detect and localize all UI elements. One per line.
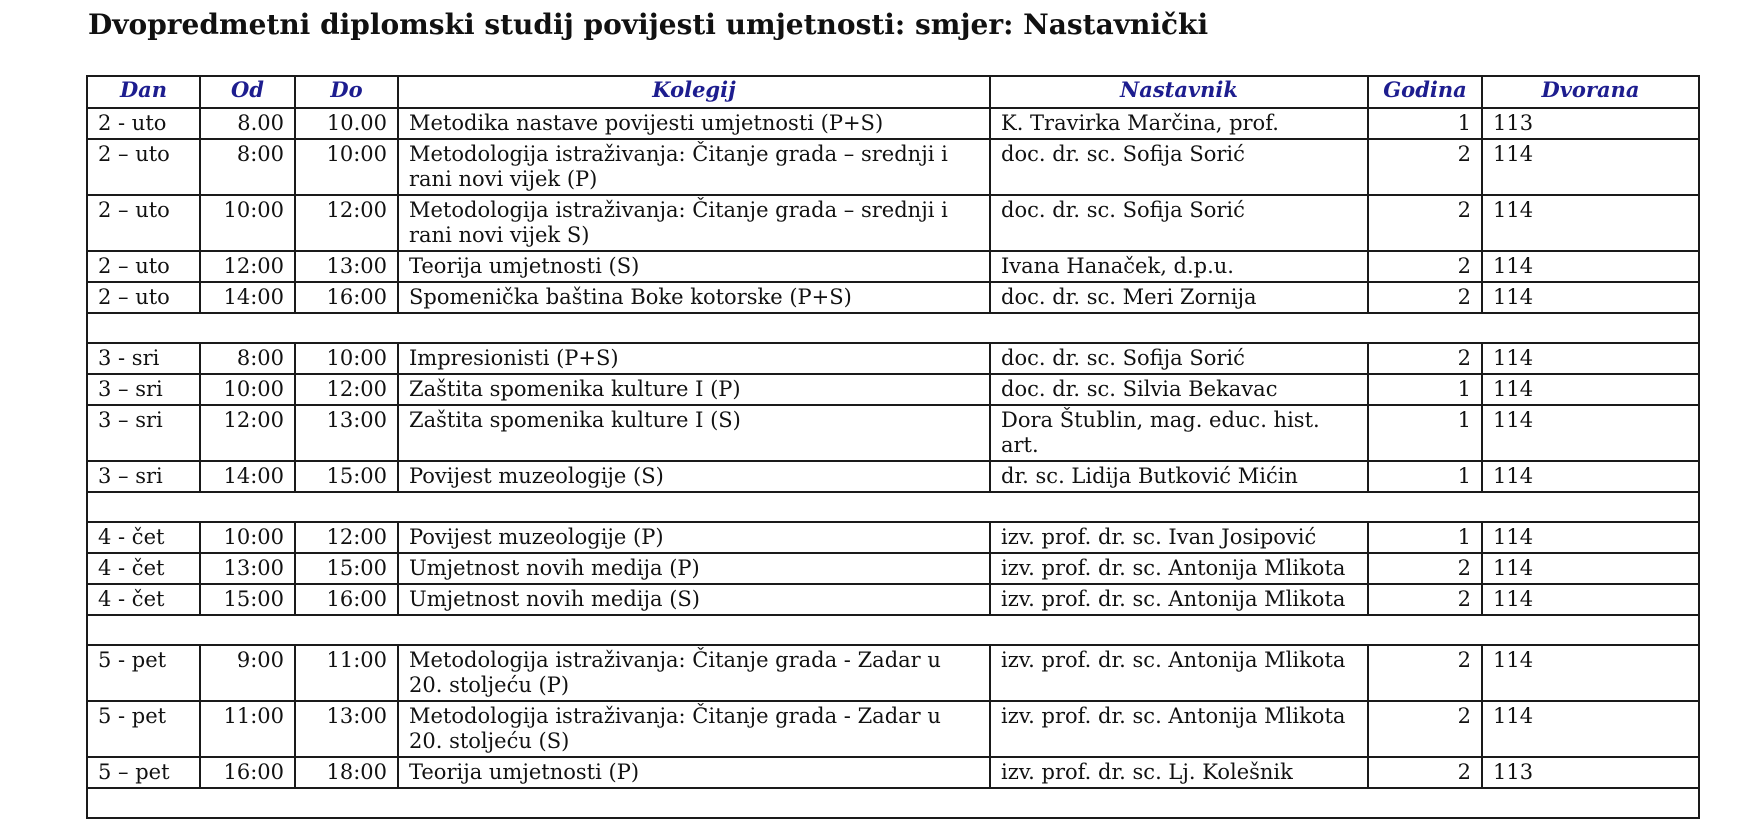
cell-course: Zaštita spomenika kulture I (S): [398, 405, 990, 461]
cell-year: 2: [1368, 701, 1482, 757]
cell-start-time: 14:00: [200, 461, 295, 492]
cell-teacher: doc. dr. sc. Sofija Sorić: [990, 195, 1368, 251]
table-row: [87, 108, 1699, 139]
cell-day: 5 - pet: [87, 645, 200, 701]
cell-day: 3 – sri: [87, 374, 200, 405]
cell-end-time: 16:00: [295, 282, 398, 313]
schedule-body: [87, 108, 1699, 818]
cell-end-time: 13:00: [295, 405, 398, 461]
cell-year: 1: [1368, 374, 1482, 405]
cell-day: 2 – uto: [87, 195, 200, 251]
cell-end-time: 12:00: [295, 522, 398, 553]
cell-end-time: 12:00: [295, 195, 398, 251]
column-header-dan: Dan: [87, 76, 200, 108]
cell-day: 3 – sri: [87, 405, 200, 461]
cell-end-time: 10:00: [295, 139, 398, 195]
cell-year: 2: [1368, 757, 1482, 788]
table-row: [87, 553, 1699, 584]
cell-course: Metodika nastave povijesti umjetnosti (P+S): [398, 108, 990, 139]
cell-teacher: doc. dr. sc. Silvia Bekavac: [990, 374, 1368, 405]
separator-cell: [87, 788, 1699, 818]
cell-year: 2: [1368, 553, 1482, 584]
cell-course: Teorija umjetnosti (P): [398, 757, 990, 788]
table-row: [87, 195, 1699, 251]
cell-year: 2: [1368, 282, 1482, 313]
cell-course: Povijest muzeologije (P): [398, 522, 990, 553]
cell-room: 114: [1482, 461, 1699, 492]
cell-room: 114: [1482, 645, 1699, 701]
cell-start-time: 14:00: [200, 282, 295, 313]
cell-teacher: izv. prof. dr. sc. Antonija Mlikota: [990, 553, 1368, 584]
cell-start-time: 13:00: [200, 553, 295, 584]
cell-end-time: 10:00: [295, 343, 398, 374]
cell-day: 3 – sri: [87, 461, 200, 492]
table-row: [87, 282, 1699, 313]
group-separator-row: [87, 492, 1699, 522]
cell-room: 114: [1482, 584, 1699, 615]
cell-start-time: 10:00: [200, 522, 295, 553]
cell-start-time: 12:00: [200, 405, 295, 461]
table-row: [87, 251, 1699, 282]
cell-year: 1: [1368, 108, 1482, 139]
separator-cell: [87, 615, 1699, 645]
cell-teacher: doc. dr. sc. Sofija Sorić: [990, 139, 1368, 195]
cell-teacher: izv. prof. dr. sc. Lj. Kolešnik: [990, 757, 1368, 788]
cell-end-time: 11:00: [295, 645, 398, 701]
cell-start-time: 8:00: [200, 139, 295, 195]
column-header-godina: Godina: [1368, 76, 1482, 108]
cell-teacher: Ivana Hanaček, d.p.u.: [990, 251, 1368, 282]
group-separator-row: [87, 615, 1699, 645]
group-separator-row: [87, 788, 1699, 818]
column-header-nastavnik: Nastavnik: [990, 76, 1368, 108]
cell-room: 114: [1482, 701, 1699, 757]
cell-day: 3 - sri: [87, 343, 200, 374]
cell-room: 114: [1482, 522, 1699, 553]
cell-course: Umjetnost novih medija (S): [398, 584, 990, 615]
cell-teacher: doc. dr. sc. Meri Zornija: [990, 282, 1368, 313]
table-row: [87, 701, 1699, 757]
column-header-kolegij: Kolegij: [398, 76, 990, 108]
cell-end-time: 13:00: [295, 251, 398, 282]
cell-course: Metodologija istraživanja: Čitanje grada – srednji i rani novi vijek S): [398, 195, 990, 251]
cell-room: 114: [1482, 405, 1699, 461]
column-header-od: Od: [200, 76, 295, 108]
cell-start-time: 12:00: [200, 251, 295, 282]
cell-room: 113: [1482, 108, 1699, 139]
cell-year: 2: [1368, 584, 1482, 615]
cell-course: Umjetnost novih medija (P): [398, 553, 990, 584]
cell-room: 114: [1482, 251, 1699, 282]
cell-room: 114: [1482, 282, 1699, 313]
cell-teacher: doc. dr. sc. Sofija Sorić: [990, 343, 1368, 374]
cell-room: 114: [1482, 343, 1699, 374]
cell-room: 114: [1482, 374, 1699, 405]
cell-start-time: 10:00: [200, 374, 295, 405]
cell-room: 114: [1482, 553, 1699, 584]
schedule-table: [86, 75, 1700, 819]
group-separator-row: [87, 313, 1699, 343]
cell-day: 2 – uto: [87, 251, 200, 282]
column-header-do: Do: [295, 76, 398, 108]
cell-teacher: izv. prof. dr. sc. Antonija Mlikota: [990, 584, 1368, 615]
cell-year: 1: [1368, 522, 1482, 553]
page-title: Dvopredmetni diplomski studij povijesti umjetnosti: smjer: Nastavnički: [88, 8, 1209, 41]
cell-day: 2 – uto: [87, 139, 200, 195]
table-row: [87, 139, 1699, 195]
cell-start-time: 11:00: [200, 701, 295, 757]
table-row: [87, 584, 1699, 615]
cell-start-time: 10:00: [200, 195, 295, 251]
cell-end-time: 15:00: [295, 461, 398, 492]
cell-course: Spomenička baština Boke kotorske (P+S): [398, 282, 990, 313]
cell-start-time: 16:00: [200, 757, 295, 788]
cell-teacher: izv. prof. dr. sc. Antonija Mlikota: [990, 701, 1368, 757]
cell-course: Metodologija istraživanja: Čitanje grada - Zadar u 20. stoljeću (S): [398, 701, 990, 757]
cell-end-time: 10.00: [295, 108, 398, 139]
table-row: [87, 374, 1699, 405]
cell-teacher: Dora Štublin, mag. educ. hist. art.: [990, 405, 1368, 461]
cell-room: 113: [1482, 757, 1699, 788]
cell-day: 4 - čet: [87, 553, 200, 584]
cell-course: Metodologija istraživanja: Čitanje grada - Zadar u 20. stoljeću (P): [398, 645, 990, 701]
cell-day: 5 – pet: [87, 757, 200, 788]
cell-year: 2: [1368, 251, 1482, 282]
cell-year: 2: [1368, 139, 1482, 195]
table-row: [87, 522, 1699, 553]
cell-year: 1: [1368, 461, 1482, 492]
cell-year: 1: [1368, 405, 1482, 461]
cell-day: 2 - uto: [87, 108, 200, 139]
table-row: [87, 405, 1699, 461]
cell-course: Zaštita spomenika kulture I (P): [398, 374, 990, 405]
cell-start-time: 9:00: [200, 645, 295, 701]
cell-day: 2 – uto: [87, 282, 200, 313]
cell-course: Povijest muzeologije (S): [398, 461, 990, 492]
cell-year: 2: [1368, 645, 1482, 701]
table-row: [87, 343, 1699, 374]
cell-start-time: 15:00: [200, 584, 295, 615]
cell-end-time: 16:00: [295, 584, 398, 615]
table-row: [87, 461, 1699, 492]
separator-cell: [87, 492, 1699, 522]
cell-day: 5 - pet: [87, 701, 200, 757]
table-row: [87, 645, 1699, 701]
cell-teacher: K. Travirka Marčina, prof.: [990, 108, 1368, 139]
column-header-dvorana: Dvorana: [1482, 76, 1699, 108]
cell-room: 114: [1482, 139, 1699, 195]
cell-day: 4 - čet: [87, 584, 200, 615]
cell-year: 2: [1368, 195, 1482, 251]
cell-start-time: 8:00: [200, 343, 295, 374]
cell-day: 4 - čet: [87, 522, 200, 553]
cell-teacher: izv. prof. dr. sc. Antonija Mlikota: [990, 645, 1368, 701]
cell-room: 114: [1482, 195, 1699, 251]
table-row: [87, 757, 1699, 788]
cell-end-time: 13:00: [295, 701, 398, 757]
cell-teacher: dr. sc. Lidija Butković Mićin: [990, 461, 1368, 492]
cell-end-time: 15:00: [295, 553, 398, 584]
cell-year: 2: [1368, 343, 1482, 374]
cell-course: Teorija umjetnosti (S): [398, 251, 990, 282]
separator-cell: [87, 313, 1699, 343]
cell-teacher: izv. prof. dr. sc. Ivan Josipović: [990, 522, 1368, 553]
header-row: [87, 76, 1699, 108]
cell-course: Metodologija istraživanja: Čitanje grada – srednji i rani novi vijek (P): [398, 139, 990, 195]
cell-course: Impresionisti (P+S): [398, 343, 990, 374]
cell-start-time: 8.00: [200, 108, 295, 139]
cell-end-time: 12:00: [295, 374, 398, 405]
cell-end-time: 18:00: [295, 757, 398, 788]
